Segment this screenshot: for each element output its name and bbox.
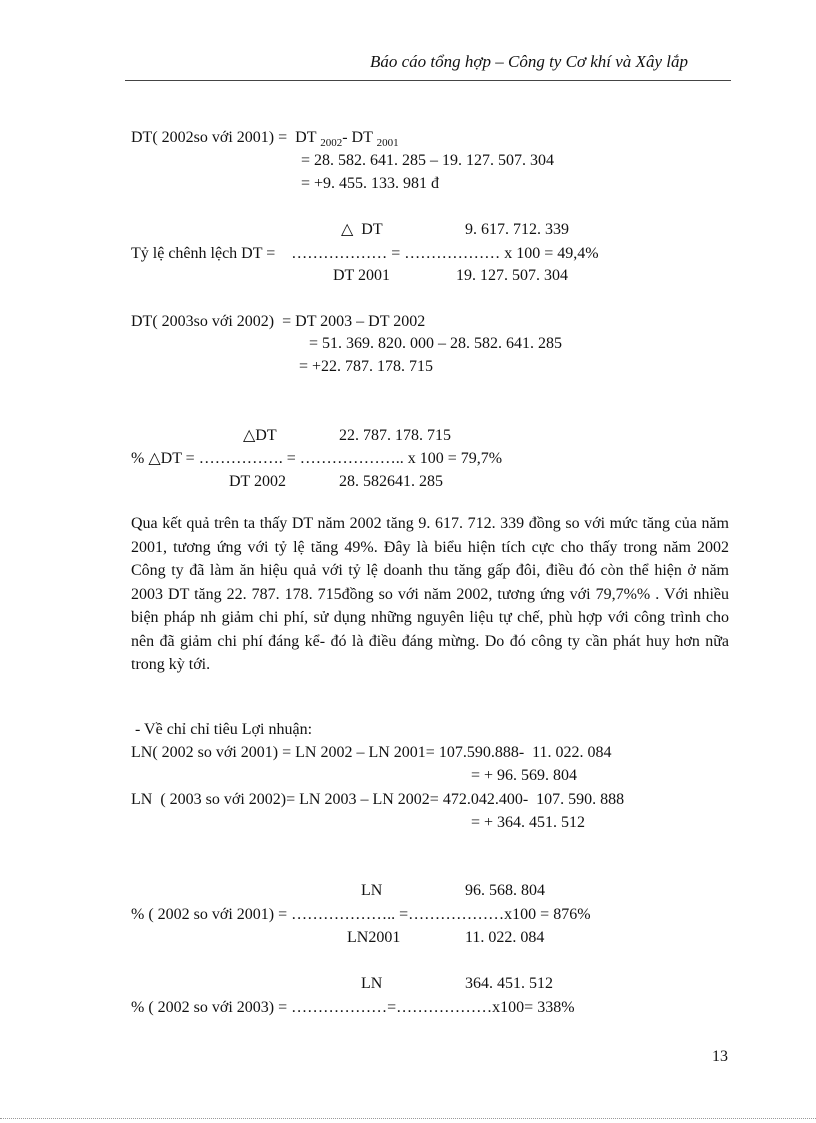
ratio-ln-2003-line: % ( 2002 so với 2003) = ………………=………………x100= 338% bbox=[131, 999, 575, 1016]
ratio-ln-2002-denominator-value: 11. 022. 084 bbox=[465, 929, 545, 946]
ratio-2002-denominator-value: 19. 127. 507. 304 bbox=[456, 267, 568, 284]
profit-line2: LN ( 2003 so với 2002)= LN 2003 – LN 2002= 472.042.400- 107. 590. 888 bbox=[131, 791, 625, 808]
ratio-2003-numerator-label: △DT bbox=[243, 427, 277, 444]
page-number: 13 bbox=[712, 1048, 728, 1065]
profit-line2-result: = + 364. 451. 512 bbox=[471, 814, 586, 831]
ratio-ln-2003-numerator-value: 364. 451. 512 bbox=[465, 975, 553, 992]
ratio-2002-denominator-label: DT 2001 bbox=[333, 267, 391, 284]
dt-2003-line1: DT( 2003so với 2002) = DT 2003 – DT 2002 bbox=[131, 313, 426, 330]
ratio-ln-2002-line: % ( 2002 so với 2001) = ……………….. =………………x100 = 876% bbox=[131, 906, 591, 923]
ratio-ln-2003-numerator-label: LN bbox=[361, 975, 383, 992]
running-header: Báo cáo tổng hợp – Công ty Cơ khí và Xây lắp bbox=[370, 52, 688, 71]
ratio-2003-denominator-value: 28. 582641. 285 bbox=[339, 473, 443, 490]
profit-heading: - Về chỉ chỉ tiêu Lợi nhuận: bbox=[131, 721, 313, 738]
ratio-ln-2002-numerator-label: LN bbox=[361, 882, 383, 899]
profit-line1: LN( 2002 so với 2001) = LN 2002 – LN 2001= 107.590.888- 11. 022. 084 bbox=[131, 744, 612, 761]
page-bottom-divider bbox=[0, 1118, 816, 1119]
analysis-paragraph: Qua kết quả trên ta thấy DT năm 2002 tăng 9. 617. 712. 339 đồng so với mức tăng của năm 2001, tương ứng với tỷ lệ tăng 49%. Đây là biểu hiện tích cực cho thấy trong năm 2002 Công ty đã làm ăn hiệu quả với tỷ lệ doanh thu tăng gấp đôi, điều đó còn thể hiện ở năm 2003 DT tăng 22. 787. 178. 715đồng so với năm 2002, tương ứng với 79,7%% . Với nhiều biện pháp nh giảm chi phí, sử dụng những nguyên liệu tự chế, phù hợp với công trình cho nên đã giảm chi phí đáng kể- đó là điều đáng mừng. Do đó công ty cần phát huy hơn nữa trong kỳ tới. bbox=[131, 515, 729, 673]
dt-2002-line2: = 28. 582. 641. 285 – 19. 127. 507. 304 bbox=[301, 152, 555, 169]
header-rule bbox=[125, 80, 731, 81]
profit-line1-result: = + 96. 569. 804 bbox=[471, 767, 578, 784]
dt-2002-line3: = +9. 455. 133. 981 đ bbox=[301, 175, 440, 192]
dt-2003-line3: = +22. 787. 178. 715 bbox=[299, 358, 434, 375]
ratio-ln-2002-numerator-value: 96. 568. 804 bbox=[465, 882, 545, 899]
ratio-2003-numerator-value: 22. 787. 178. 715 bbox=[339, 427, 451, 444]
dt-2003-line2: = 51. 369. 820. 000 – 28. 582. 641. 285 bbox=[309, 335, 563, 352]
ratio-2003-denominator-label: DT 2002 bbox=[229, 473, 287, 490]
ratio-ln-2002-denominator-label: LN2001 bbox=[347, 929, 401, 946]
dt-2002-line1: DT( 2002so với 2001) = DT $_{2002}$- DT $_{2001}$ bbox=[131, 129, 399, 150]
ratio-2003-line: % △DT = ……………. = ……………….. x 100 = 79,7% bbox=[131, 450, 503, 467]
ratio-2002-line: Tỷ lệ chênh lệch DT = ……………… = ……………… x 100 = 49,4% bbox=[131, 245, 599, 262]
ratio-2002-numerator-value: 9. 617. 712. 339 bbox=[465, 221, 569, 238]
ratio-2002-numerator-label: △ DT bbox=[341, 221, 383, 238]
